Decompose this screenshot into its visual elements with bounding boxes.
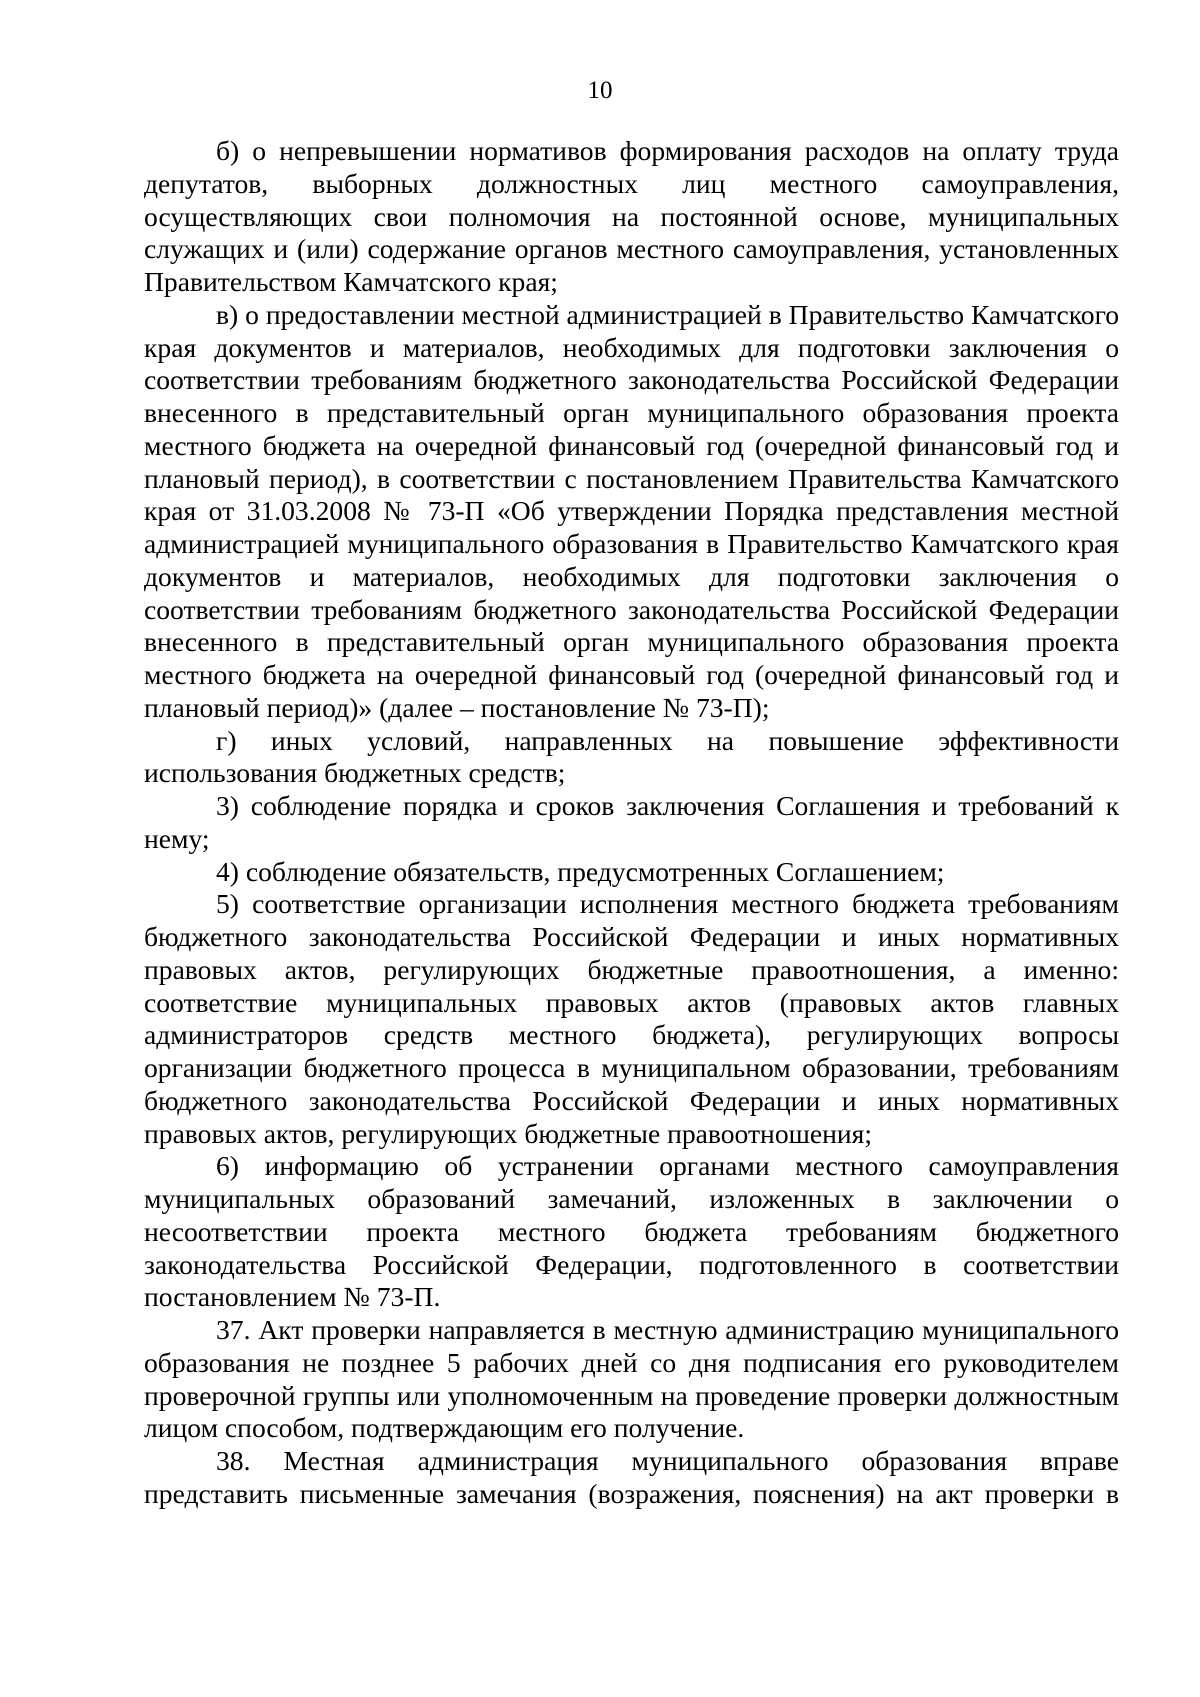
paragraph-item-4: 4) соблюдение обязательств, предусмотренных Соглашением; [216, 855, 945, 887]
paragraph-item-v: в) о предоставлении местной администрацией в Правительство Камчатского края документов и материалов, необходимых для подготовки заключения о соответствии требованиям бюджетного законодательства Российской Федерации внесенного в представительный орган муниципального образования проекта местного бюджета на очередной финансовый год (очередной финансовый год и плановый период), в соответствии с постановлением Правительства Камчатского края от 31.03.2008 № 73-П «Об утверждении Порядка представления местной администрацией муниципального образования в Правительство Камчатского края документов и материалов, необходимых для подготовки заключения о соответствии требованиям бюджетного законодательства Российской Федерации внесенного в представительный орган муниципального образования проекта местного бюджета на очередной финансовый год (очередной финансовый год и плановый период)» (далее – постановление № 73-П); [144, 298, 1119, 723]
paragraph-item-5: 5) соответствие организации исполнения местного бюджета требованиям бюджетного законодательства Российской Федерации и иных нормативных правовых актов, регулирующих бюджетные правоотношения, а именно: соответствие муниципальных правовых актов (правовых актов главных администраторов средств местного бюджета), регулирующих вопросы организации бюджетного процесса в муниципальном образовании, требованиям бюджетного законодательства Российской Федерации и иных нормативных правовых актов, регулирующих бюджетные правоотношения; [144, 888, 1119, 1149]
document-body [144, 135, 1119, 1511]
paragraph-item-3: 3) соблюдение порядка и сроков заключения Соглашения и требований к нему; [144, 790, 1119, 854]
paragraph-clause-38: 38. Местная администрация муниципального образования вправе представить письменные замечания (возражения, пояснения) на акт проверки в [144, 1445, 1119, 1509]
paragraph-item-g: г) иных условий, направленных на повышение эффективности использования бюджетных средств; [144, 724, 1119, 789]
paragraph-item-6: 6) информацию об устранении органами местного самоуправления муниципальных образований замечаний, изложенных в заключении о несоответствии проекта местного бюджета требованиям бюджетного законодательства Российской Федерации, подготовленного в соответствии постановлением № 73-П. [144, 1150, 1119, 1313]
page-number: 10 [587, 77, 613, 104]
paragraph-clause-37: 37. Акт проверки направляется в местную администрацию муниципального образования не позднее 5 рабочих дней со дня подписания его руководителем проверочной группы или уполномоченным на проведение проверки должностным лицом способом, подтверждающим его получение. [144, 1314, 1119, 1444]
paragraph-item-b: б) о непревышении нормативов формирования расходов на оплату труда депутатов, выборных должностных лиц местного самоуправления, осуществляющих свои полномочия на постоянной основе, муниципальных служащих и (или) содержание органов местного самоуправления, установленных Правительством Камчатского края; [144, 135, 1119, 297]
